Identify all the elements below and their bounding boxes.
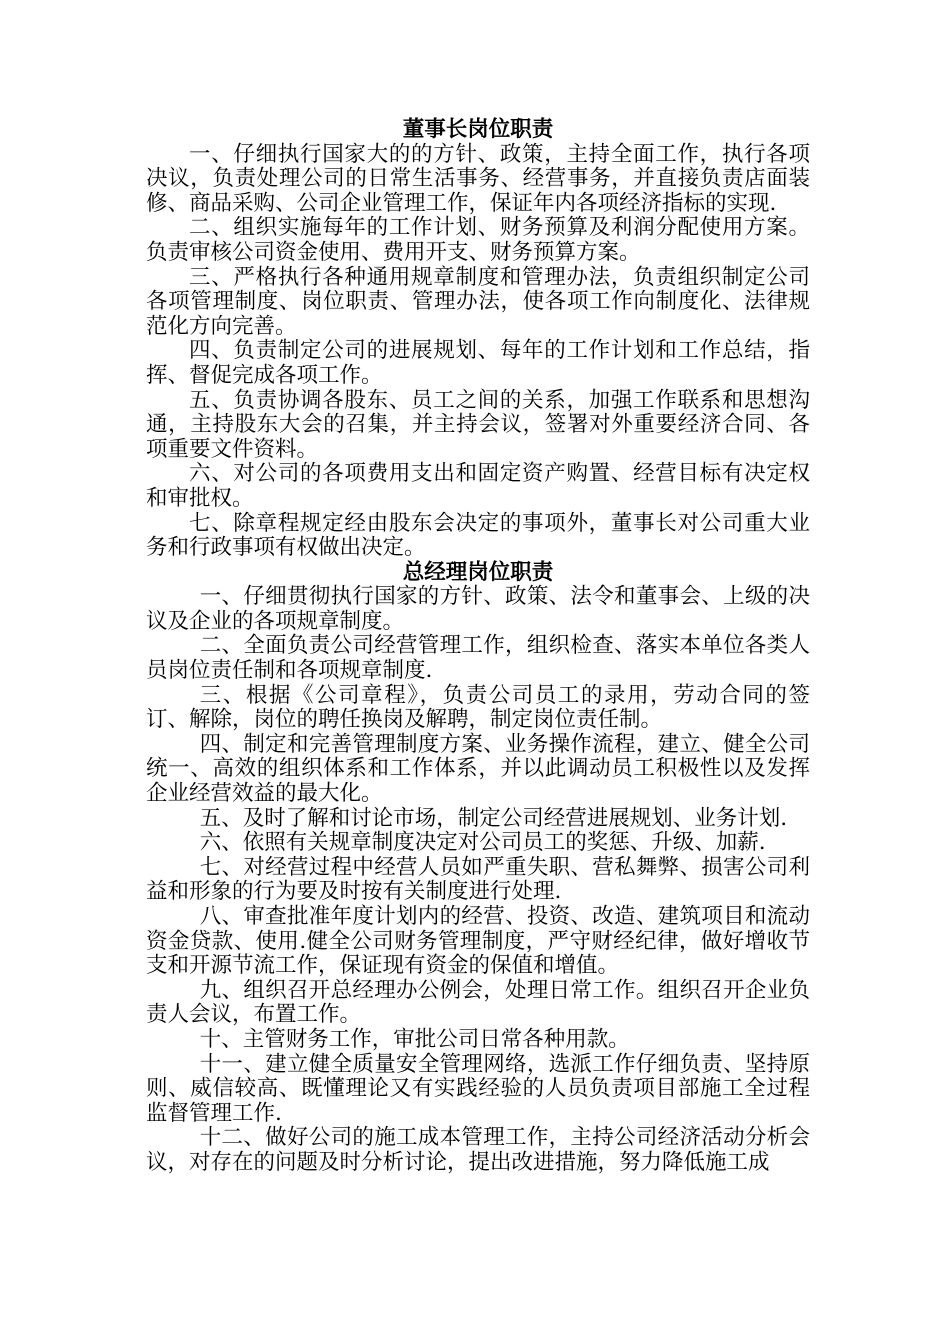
gm-duty-1: 一、仔细贯彻执行国家的方针、政策、法令和董事会、上级的决议及企业的各项规章制度。 (146, 584, 810, 634)
gm-duty-7: 七、对经营过程中经营人员如严重失职、营私舞弊、损害公司利益和形象的行为要及时按有关制度进行处理. (146, 854, 810, 905)
gm-duty-3: 三、根据《公司章程》，负责公司员工的录用，劳动合同的签订、解除，岗位的聘任换岗及解聘，制定岗位责任制。 (146, 682, 810, 733)
gm-duty-2: 二、全面负责公司经营管理工作，组织检查、落实本单位各类人员岗位责任制和各项规章制度. (146, 633, 810, 684)
gm-duty-5: 五、及时了解和讨论市场，制定公司经营进展规划、业务计划. (199, 805, 788, 831)
gm-duty-10: 十、主管财务工作，审批公司日常各种用款。 (199, 1026, 630, 1052)
chairman-duty-7: 七、除章程规定经由股东会决定的事项外，董事长对公司重大业务和行政事项有权做出决定。 (146, 510, 810, 561)
chairman-duty-5: 五、负责协调各股东、员工之间的关系，加强工作联系和思想沟通，主持股东大会的召集，并主持会议，签署对外重要经济合同、各项重要文件资料。 (146, 387, 810, 462)
section-title-general-manager: 总经理岗位职责 (402, 559, 554, 585)
document-body (146, 118, 810, 1176)
section-title-chairman: 董事长岗位职责 (402, 117, 554, 142)
chairman-duty-2: 二、组织实施每年的工作计划、财务预算及利润分配使用方案。负责审核公司资金使用、费用开支、财务预算方案。 (146, 215, 810, 265)
chairman-duty-3: 三、严格执行各种通用规章制度和管理办法，负责组织制定公司各项管理制度、岗位职责、管理办法，使各项工作向制度化、法律规范化方向完善。 (146, 264, 810, 339)
chairman-duty-1: 一、仔细执行国家大的的方针、政策，主持全面工作，执行各项决议，负责处理公司的日常生活事务、经营事务，并直接负责店面装修、商品采购、公司企业管理工作，保证年内各项经济指标的实现. (146, 141, 810, 216)
gm-duty-6: 六、依照有关规章制度决定对公司员工的奖惩、升级、加薪. (199, 830, 766, 856)
gm-duty-4: 四、制定和完善管理制度方案、业务操作流程，建立、健全公司统一、高效的组织体系和工作体系，并以此调动员工积极性以及发挥企业经营效益的最大化。 (146, 731, 810, 807)
gm-duty-11: 十一、建立健全质量安全管理网络，选派工作仔细负责、坚持原则、威信较高、既懂理论又有实践经验的人员负责项目部施工全过程监督管理工作. (146, 1051, 810, 1126)
gm-duty-12: 十二、做好公司的施工成本管理工作，主持公司经济活动分析会议，对存在的问题及时分析讨论，提出改进措施，努力降低施工成 (146, 1125, 810, 1175)
chairman-duty-6: 六、对公司的各项费用支出和固定资产购置、经营目标有决定权和审批权。 (146, 461, 810, 511)
chairman-duty-4: 四、负责制定公司的进展规划、每年的工作计划和工作总结，指挥、督促完成各项工作。 (146, 338, 810, 388)
gm-duty-9: 九、组织召开总经理办公例会，处理日常工作。组织召开企业负责人会议，布置工作。 (146, 977, 810, 1028)
gm-duty-8: 八、审查批准年度计划内的经营、投资、改造、建筑项目和流动资金贷款、使用.健全公司财务管理制度，严守财经纪律，做好增收节支和开源节流工作，保证现有资金的保值和增值。 (146, 904, 810, 979)
